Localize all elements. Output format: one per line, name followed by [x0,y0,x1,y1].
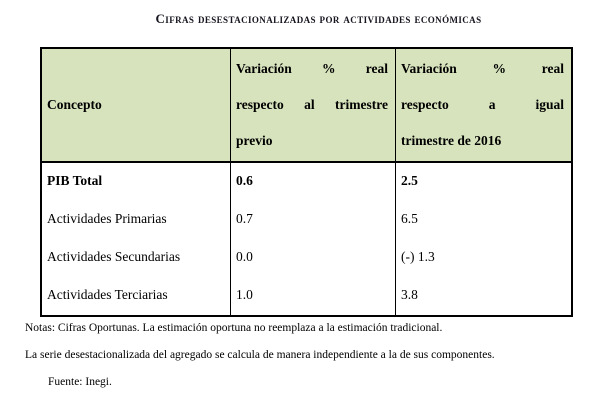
header-col2-line1: Variación % real [236,61,388,76]
header-col2-line3: previo [236,133,273,148]
header-cell-variacion-igual [395,49,571,161]
table-row-terciarias [42,277,571,315]
table-row-secundarias [42,239,571,277]
economic-activities-table [40,47,573,317]
row-var-previo: 0.7 [230,201,395,239]
footnotes [25,322,599,403]
source-note: Fuente: Inegi. [48,376,112,388]
table-row-pib-total [42,163,571,201]
header-cell-variacion-previo [230,49,395,161]
table-row-primarias [42,201,571,239]
row-var-igual: 6.5 [395,201,571,239]
row-var-igual: 3.8 [395,277,571,315]
row-var-previo: 0.6 [230,163,395,201]
row-var-igual: 2.5 [395,163,571,201]
row-concepto: Actividades Secundarias [47,249,181,264]
note-line-2: La serie desestacionalizada del agregado se calcula de manera independiente a la de sus componentes. [25,349,495,361]
row-concepto: Actividades Primarias [47,211,167,226]
note-line-1: Notas: Cifras Oportunas. La estimación oportuna no reemplaza a la estimación tradicional. [25,322,443,334]
row-var-igual: (-) 1.3 [395,239,571,277]
row-concepto: Actividades Terciarias [47,287,168,302]
row-concepto: PIB Total [47,173,103,188]
header-col2-line2: respecto al trimestre [236,97,388,112]
header-col3-line3: trimestre de 2016 [401,133,502,148]
header-col3-line2: respecto a igual [401,97,564,112]
row-var-previo: 0.0 [230,239,395,277]
page-title: Cifras desestacionalizadas por actividades económicas [155,11,482,26]
header-cell-concepto [42,49,230,161]
header-col3-line1: Variación % real [401,61,564,76]
table-header-row [42,49,571,163]
row-var-previo: 1.0 [230,277,395,315]
header-concepto-label: Concepto [47,97,102,112]
